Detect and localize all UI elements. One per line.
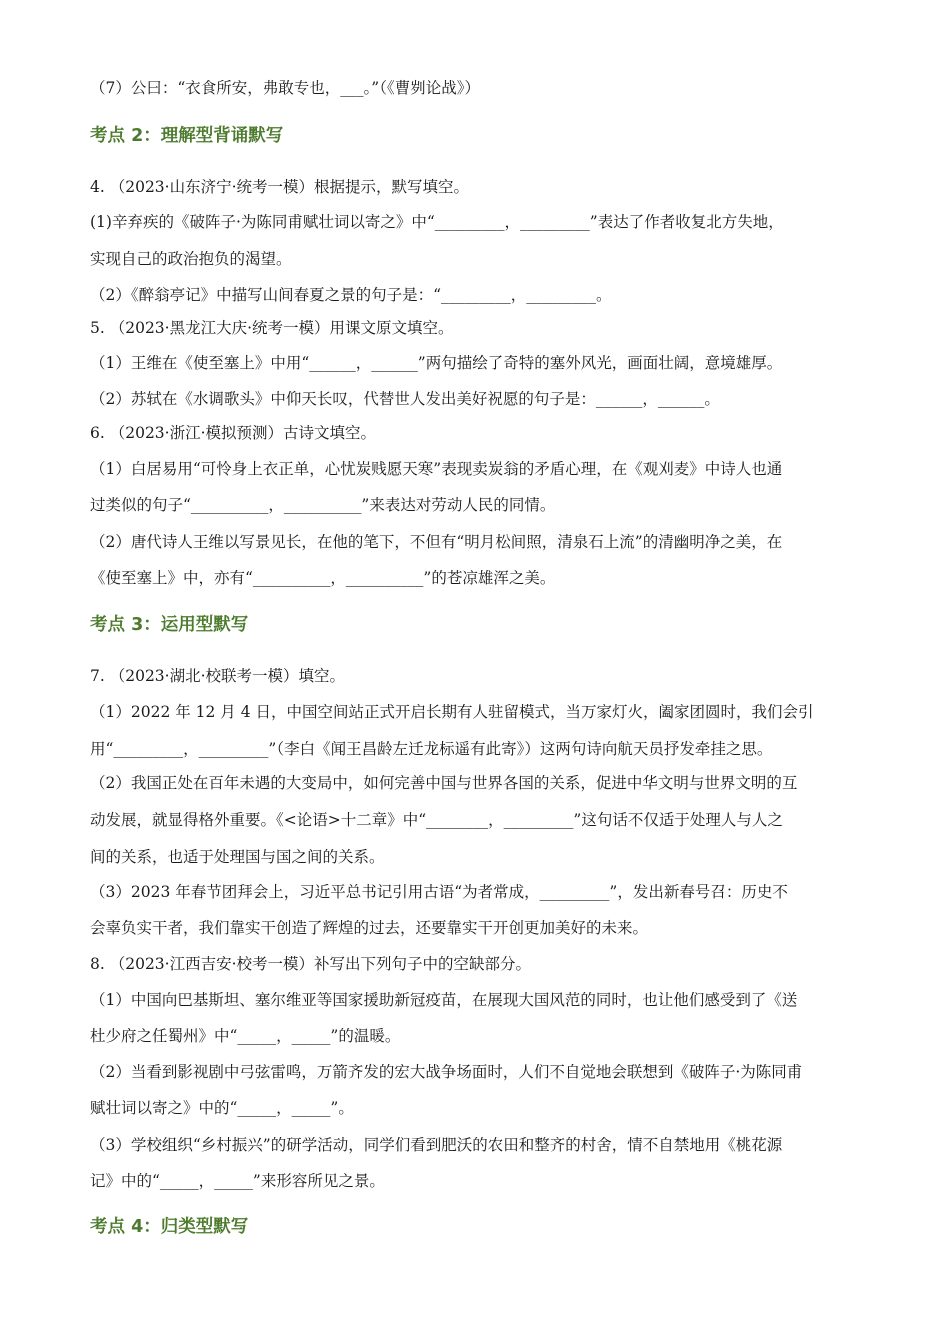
question-line: 过类似的句子“__________，__________”来表达对劳动人民的同情。 — [90, 496, 556, 514]
question-5-title: 5. （2023·黑龙江大庆·统考一模）用课文原文填空。 — [90, 319, 454, 337]
question-line: （1）中国向巴基斯坦、塞尔维亚等国家援助新冠疫苗，在展现大国风范的同时，也让他们感受到了《送 — [90, 991, 798, 1009]
section-heading-3: 考点 3：运用型默写 — [90, 615, 249, 635]
question-line: （1）王维在《使至塞上》中用“______，______”两句描绘了奇特的塞外风光，画面壮阔，意境雄厚。 — [90, 354, 783, 372]
question-line: 赋壮词以寄之》中的“_____，_____”。 — [90, 1099, 354, 1117]
question-line: （2）《醉翁亭记》中描写山间春夏之景的句子是：“_________，_________。 — [90, 286, 612, 304]
question-line: 会辜负实干者，我们靠实干创造了辉煌的过去，还要靠实干开创更加美好的未来。 — [90, 919, 649, 937]
question-line: 杜少府之任蜀州》中“_____，_____”的温暖。 — [90, 1027, 401, 1045]
question-line: （2）唐代诗人王维以写景见长，在他的笔下，不但有“明月松间照，清泉石上流”的清幽明净之美，在 — [90, 533, 783, 551]
question-line: 用“_________，_________”（李白《闻王昌龄左迁龙标遥有此寄》）这两句诗向航天员抒发牵挂之思。 — [90, 740, 773, 758]
question-line: 动发展，就显得格外重要。《<论语>十二章》中“________，_________”这句话不仅适于处理人与人之 — [90, 811, 783, 829]
section-heading-2: 考点 2：理解型背诵默写 — [90, 126, 284, 146]
question-line: （1）白居易用“可怜身上衣正单，心忧炭贱愿天寒”表现卖炭翁的矛盾心理，在《观刈麦》中诗人也通 — [90, 460, 783, 478]
question-line: 实现自己的政治抱负的渴望。 — [90, 250, 292, 268]
question-line: (1)辛弃疾的《破阵子·为陈同甫赋壮词以寄之》中“_________，_________”表达了作者收复北方失地， — [90, 213, 784, 231]
question-6-title: 6. （2023·浙江·模拟预测）古诗文填空。 — [90, 424, 377, 442]
question-line: （3）学校组织“乡村振兴”的研学活动，同学们看到肥沃的农田和整齐的村舍，情不自禁地用《桃花源 — [90, 1136, 783, 1154]
section-heading-4: 考点 4：归类型默写 — [90, 1217, 249, 1237]
question-4-title: 4. （2023·山东济宁·统考一模）根据提示，默写填空。 — [90, 178, 470, 196]
question-8-title: 8. （2023·江西吉安·校考一模）补写出下列句子中的空缺部分。 — [90, 955, 532, 973]
question-line: 《使至塞上》中，亦有“__________，__________”的苍凉雄浑之美。 — [90, 569, 556, 587]
question-line: （2）当看到影视剧中弓弦雷鸣，万箭齐发的宏大战争场面时，人们不自觉地会联想到《破阵子·为陈同甫 — [90, 1063, 803, 1081]
question-line: 间的关系，也适于处理国与国之间的关系。 — [90, 848, 385, 866]
question-line: 记》中的“_____，_____”来形容所见之景。 — [90, 1172, 385, 1190]
question-line: （1）2022 年 12 月 4 日，中国空间站正式开启长期有人驻留模式，当万家灯火，阖家团圆时，我们会引 — [90, 703, 814, 721]
question-7-title: 7. （2023·湖北·校联考一模）填空。 — [90, 667, 346, 685]
question-line: （2）苏轼在《水调歌头》中仰天长叹，代替世人发出美好祝愿的句子是：______，______。 — [90, 390, 720, 408]
question-line: （7）公曰：“衣食所安，弗敢专也，___。”（《曹刿论战》） — [90, 79, 480, 97]
question-line: （3）2023 年春节团拜会上，习近平总书记引用古语“为者常成，_________”，发出新春号召：历史不 — [90, 883, 788, 901]
question-line: （2）我国正处在百年未遇的大变局中，如何完善中国与世界各国的关系，促进中华文明与世界文明的互 — [90, 774, 798, 792]
